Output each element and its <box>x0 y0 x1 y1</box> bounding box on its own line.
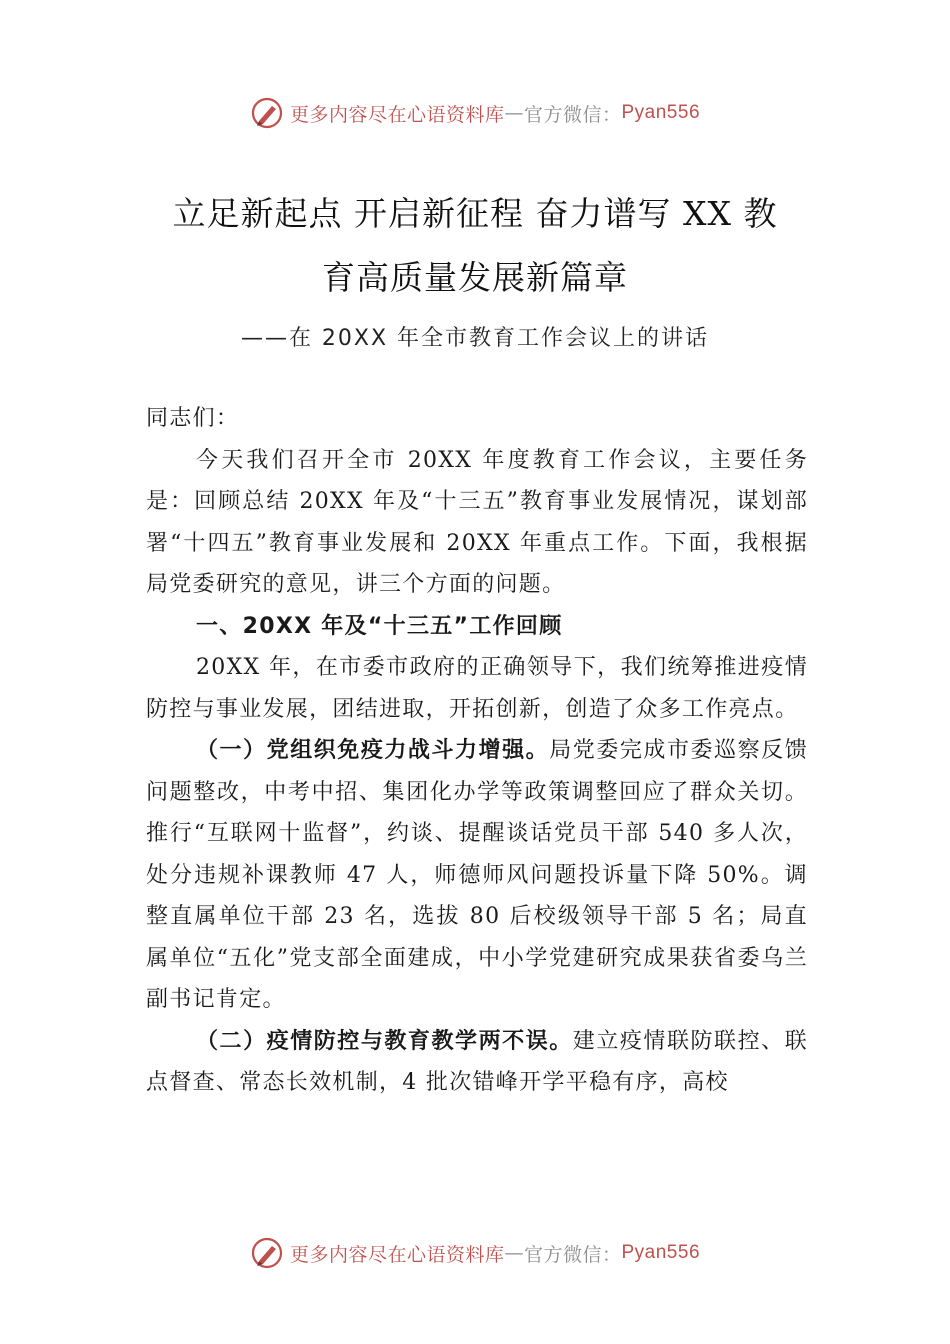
item-2-lead: （二）疫情防控与教育教学两不误。 <box>196 1028 573 1054</box>
watermark-text: 更多内容尽在心语资料库 <box>289 1243 505 1266</box>
item-2-text: 建立疫情联防联控、联点督查、常态长效机制，4 批次错峰开学平稳有序，高校 <box>146 1028 808 1095</box>
watermark-text: 更多内容尽在心语资料库 <box>289 103 505 126</box>
item-1-lead: （一）党组织免疫力战斗力增强。 <box>196 738 550 763</box>
salutation: 同志们： <box>146 406 240 431</box>
watermark-dash: — <box>504 102 524 124</box>
document-title-line2: 育高质量发展新篇章 <box>322 258 628 297</box>
item-1-text: 局党委完成市委巡察反馈问题整改，中考中招、集团化办学等政策调整回应了群众关切。推行“互联网十监督”，约谈、提醒谈话党员干部 540 多人次，处分违规补课教师 47 人，师德师风问题投诉量下降 50%。调整直属单位干部 23 名，选拔 80 后校级领导干部 5 名；局直属单位“五化”党支部全面建成，中小学党建研究成果获省委乌兰副书记肯定。 <box>146 738 808 1012</box>
watermark-label: 官方微信： <box>523 103 622 126</box>
watermark-dash: — <box>504 1242 524 1264</box>
pen-logo-icon <box>250 1236 284 1270</box>
header-watermark <box>0 96 950 130</box>
footer-watermark <box>0 1236 950 1270</box>
watermark-label: 官方微信： <box>523 1243 622 1266</box>
watermark-id: Pyan556 <box>621 102 701 123</box>
document-subtitle: ——在 20XX 年全市教育工作会议上的讲话 <box>240 326 710 351</box>
section-paragraph: 20XX 年，在市委市政府的正确领导下，我们统筹推进疫情防控与事业发展，团结进取，开拓创新，创造了众多工作亮点。 <box>146 655 808 722</box>
item-1-paragraph <box>146 730 808 1021</box>
document-body <box>146 398 808 1104</box>
item-2-paragraph <box>146 1021 808 1104</box>
section-heading-1: 一、20XX 年及“十三五”工作回顾 <box>196 613 563 639</box>
pen-logo-icon <box>250 96 284 130</box>
intro-paragraph: 今天我们召开全市 20XX 年度教育工作会议，主要任务是：回顾总结 20XX 年及“十三五”教育事业发展情况，谋划部署“十四五”教育事业发展和 20XX 年重点工作。下面，我根据局党委研究的意见，讲三个方面的问题。 <box>146 447 808 597</box>
document-title-line1: 立足新起点 开启新征程 奋力谱写 XX 教 <box>172 194 778 233</box>
watermark-id: Pyan556 <box>621 1242 701 1263</box>
